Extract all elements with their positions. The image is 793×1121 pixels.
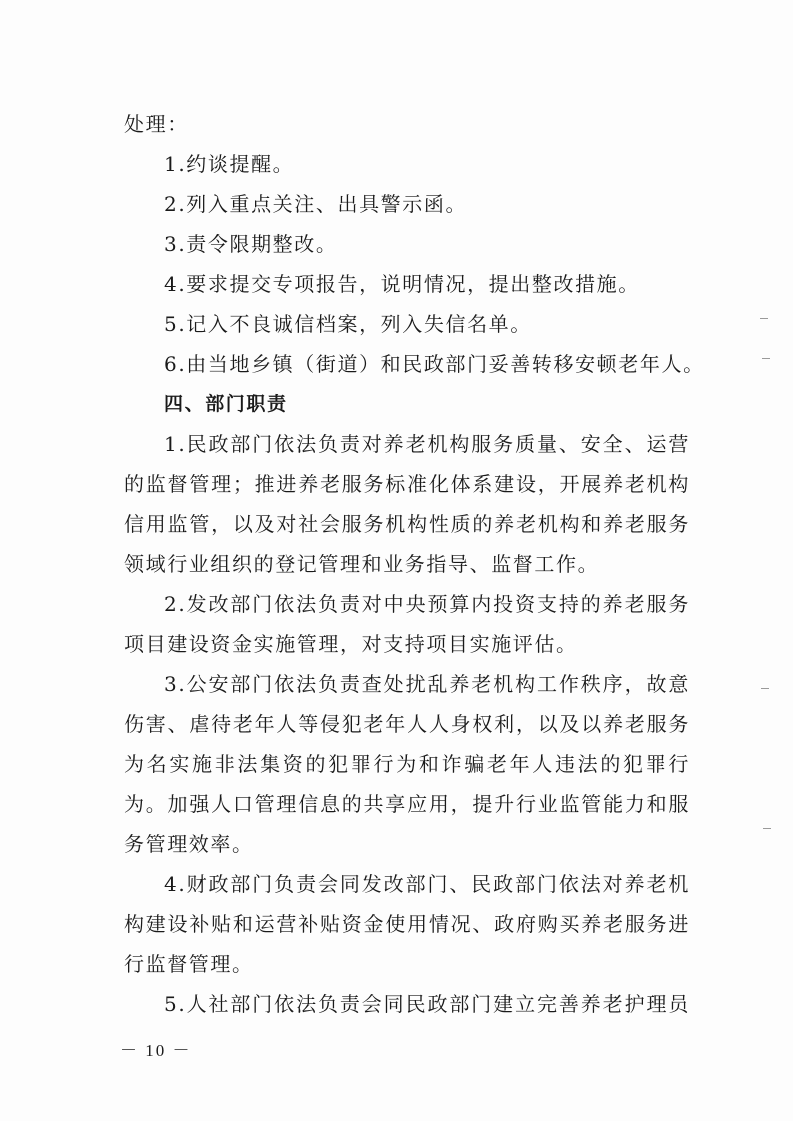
paragraph-line: 的监督管理；推进养老服务标准化体系建设，开展养老机构 — [124, 472, 690, 496]
paragraph-line: 2.发改部门依法负责对中央预算内投资支持的养老服务 — [164, 592, 690, 616]
paragraph-line: 伤害、虐待老年人等侵犯老年人人身权利，以及以养老服务 — [124, 712, 690, 736]
list-item-5: 5.记入不良诚信档案，列入失信名单。 — [164, 312, 532, 336]
paragraph-line: 务管理效率。 — [124, 832, 254, 856]
text-line: 处理： — [124, 112, 189, 136]
paragraph-line: 4.财政部门负责会同发改部门、民政部门依法对养老机 — [164, 872, 690, 896]
list-item-6: 6.由当地乡镇（街道）和民政部门妥善转移安顿老年人。 — [164, 352, 705, 376]
list-item-1: 1.约谈提醒。 — [164, 152, 295, 176]
page-number: － 10 － — [120, 1041, 192, 1060]
paragraph-line: 为。加强人口管理信息的共享应用，提升行业监管能力和服 — [124, 792, 690, 816]
section-heading: 四、部门职责 — [164, 393, 288, 415]
paragraph-line: 行监督管理。 — [124, 952, 254, 976]
scan-artifact-mark — [762, 358, 770, 359]
paragraph-line: 5.人社部门依法负责会同民政部门建立完善养老护理员 — [164, 992, 690, 1016]
scan-artifact-mark — [760, 318, 768, 319]
paragraph-line: 领域行业组织的登记管理和业务指导、监督工作。 — [124, 552, 600, 576]
document-body — [124, 104, 705, 1024]
paragraph-line: 构建设补贴和运营补贴资金使用情况、政府购买养老服务进 — [124, 912, 690, 936]
list-item-3: 3.责令限期整改。 — [164, 232, 338, 256]
paragraph-line: 项目建设资金实施管理，对支持项目实施评估。 — [124, 632, 578, 656]
scan-artifact-mark — [761, 688, 769, 689]
scan-artifact-mark — [763, 828, 771, 829]
paragraph-line: 1.民政部门依法负责对养老机构服务质量、安全、运营 — [164, 432, 690, 456]
list-item-4: 4.要求提交专项报告，说明情况，提出整改措施。 — [164, 272, 640, 296]
paragraph-line: 3.公安部门依法负责查处扰乱养老机构工作秩序，故意 — [164, 672, 690, 696]
list-item-2: 2.列入重点关注、出具警示函。 — [164, 192, 468, 216]
paragraph-line: 信用监管，以及对社会服务机构性质的养老机构和养老服务 — [124, 512, 690, 536]
paragraph-line: 为名实施非法集资的犯罪行为和诈骗老年人违法的犯罪行 — [124, 752, 690, 776]
